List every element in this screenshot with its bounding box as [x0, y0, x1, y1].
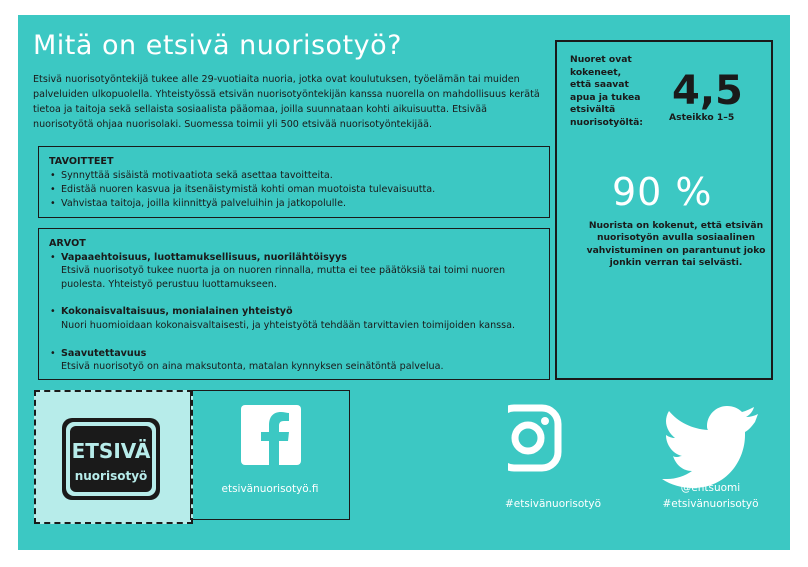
- logo-panel: [34, 390, 193, 524]
- goals-box: [38, 146, 550, 218]
- twitter-handle[interactable]: @entsuomi: [680, 482, 741, 494]
- twitter-panel[interactable]: [648, 390, 773, 520]
- percent-description: Nuorista on kokenut, että etsivän nuorisotyön avulla sosiaalinen vahvistuminen on parantunut joko jonkin verran tai selvästi.: [586, 220, 766, 269]
- etsiva-logo: [36, 392, 191, 522]
- goals-list: [49, 169, 539, 211]
- goal-item: • Vahvistaa taitoja, joilla kiinnittyä palveluihin ja jatkopolulle.: [49, 197, 539, 211]
- goal-item: • Edistää nuoren kasvua ja itsenäistymistä kohti oman muotoista tulevaisuutta.: [49, 183, 539, 197]
- value-title: • Saavutettavuus: [61, 347, 147, 359]
- percent-value: 90 %: [612, 170, 713, 214]
- value-item: [49, 305, 539, 332]
- divider-panel: [350, 390, 508, 520]
- rating-scale: Asteikko 1–5: [669, 112, 735, 123]
- instagram-label[interactable]: #etsivänuorisotyö: [504, 498, 602, 510]
- page-title: Mitä on etsivä nuorisotyö?: [33, 30, 402, 61]
- value-text: Nuori huomioidaan kokonaisvaltaisesti, ja yhteistyötä tehdään tarvittavien toimijoiden kanssa.: [61, 319, 516, 331]
- goal-item: • Synnyttää sisäistä motivaatiota sekä asettaa tavoitteita.: [49, 169, 539, 183]
- intro-text: Etsivä nuorisotyöntekijä tukee alle 29-vuotiaita nuoria, jotka ovat koulutuksen, työelämän tai muiden palveluiden ulkopuolella. Yhteistyössä etsivän nuorisotyöntekijän kanssa nuorella on mahdollisuus kerätä tietoa ja taitoja sekä sellaista sosiaalista pääomaa, joilla suunnataan kohti aikuisuutta. Etsivää nuorisotyötä ohjaa nuorisolaki. Suomessa toimii yli 500 etsivää nuorisotyöntekijää.: [33, 74, 540, 130]
- value-item: [49, 251, 539, 292]
- value-text: Etsivä nuorisotyö on aina maksutonta, matalan kynnyksen seinätöntä palvelua.: [61, 361, 444, 373]
- rating-description: Nuoret ovat kokeneet, että saavat apua ja tukea etsivältä nuorisotyöltä:: [570, 54, 643, 128]
- twitter-hashtag[interactable]: #etsivänuorisotyö: [662, 498, 759, 510]
- value-title: • Vapaaehtoisuus, luottamuksellisuus, nuorilähtöisyys: [61, 251, 348, 263]
- goals-heading: TAVOITTEET: [49, 156, 114, 167]
- values-box: [38, 228, 550, 380]
- value-text: Etsivä nuorisotyö tukee nuorta ja on nuoren rinnalla, mutta ei tee päätöksiä tai toimi nuoren puolesta. Yhteistyö perustuu luottamukseen.: [61, 265, 506, 290]
- values-list: [49, 251, 539, 374]
- facebook-icon: [191, 391, 349, 519]
- facebook-panel[interactable]: [190, 390, 350, 520]
- logo-text-line1: ETSIVÄ: [71, 439, 151, 463]
- facebook-label[interactable]: etsivänuorisotyö.fi: [221, 483, 319, 495]
- value-title: • Kokonaisvaltaisuus, monialainen yhteistyö: [61, 306, 293, 318]
- instagram-panel[interactable]: [504, 390, 648, 520]
- values-heading: ARVOT: [49, 238, 86, 249]
- logo-text-line2: nuorisotyö: [74, 469, 148, 483]
- value-item: [49, 347, 539, 374]
- rating-value: 4,5: [672, 68, 743, 114]
